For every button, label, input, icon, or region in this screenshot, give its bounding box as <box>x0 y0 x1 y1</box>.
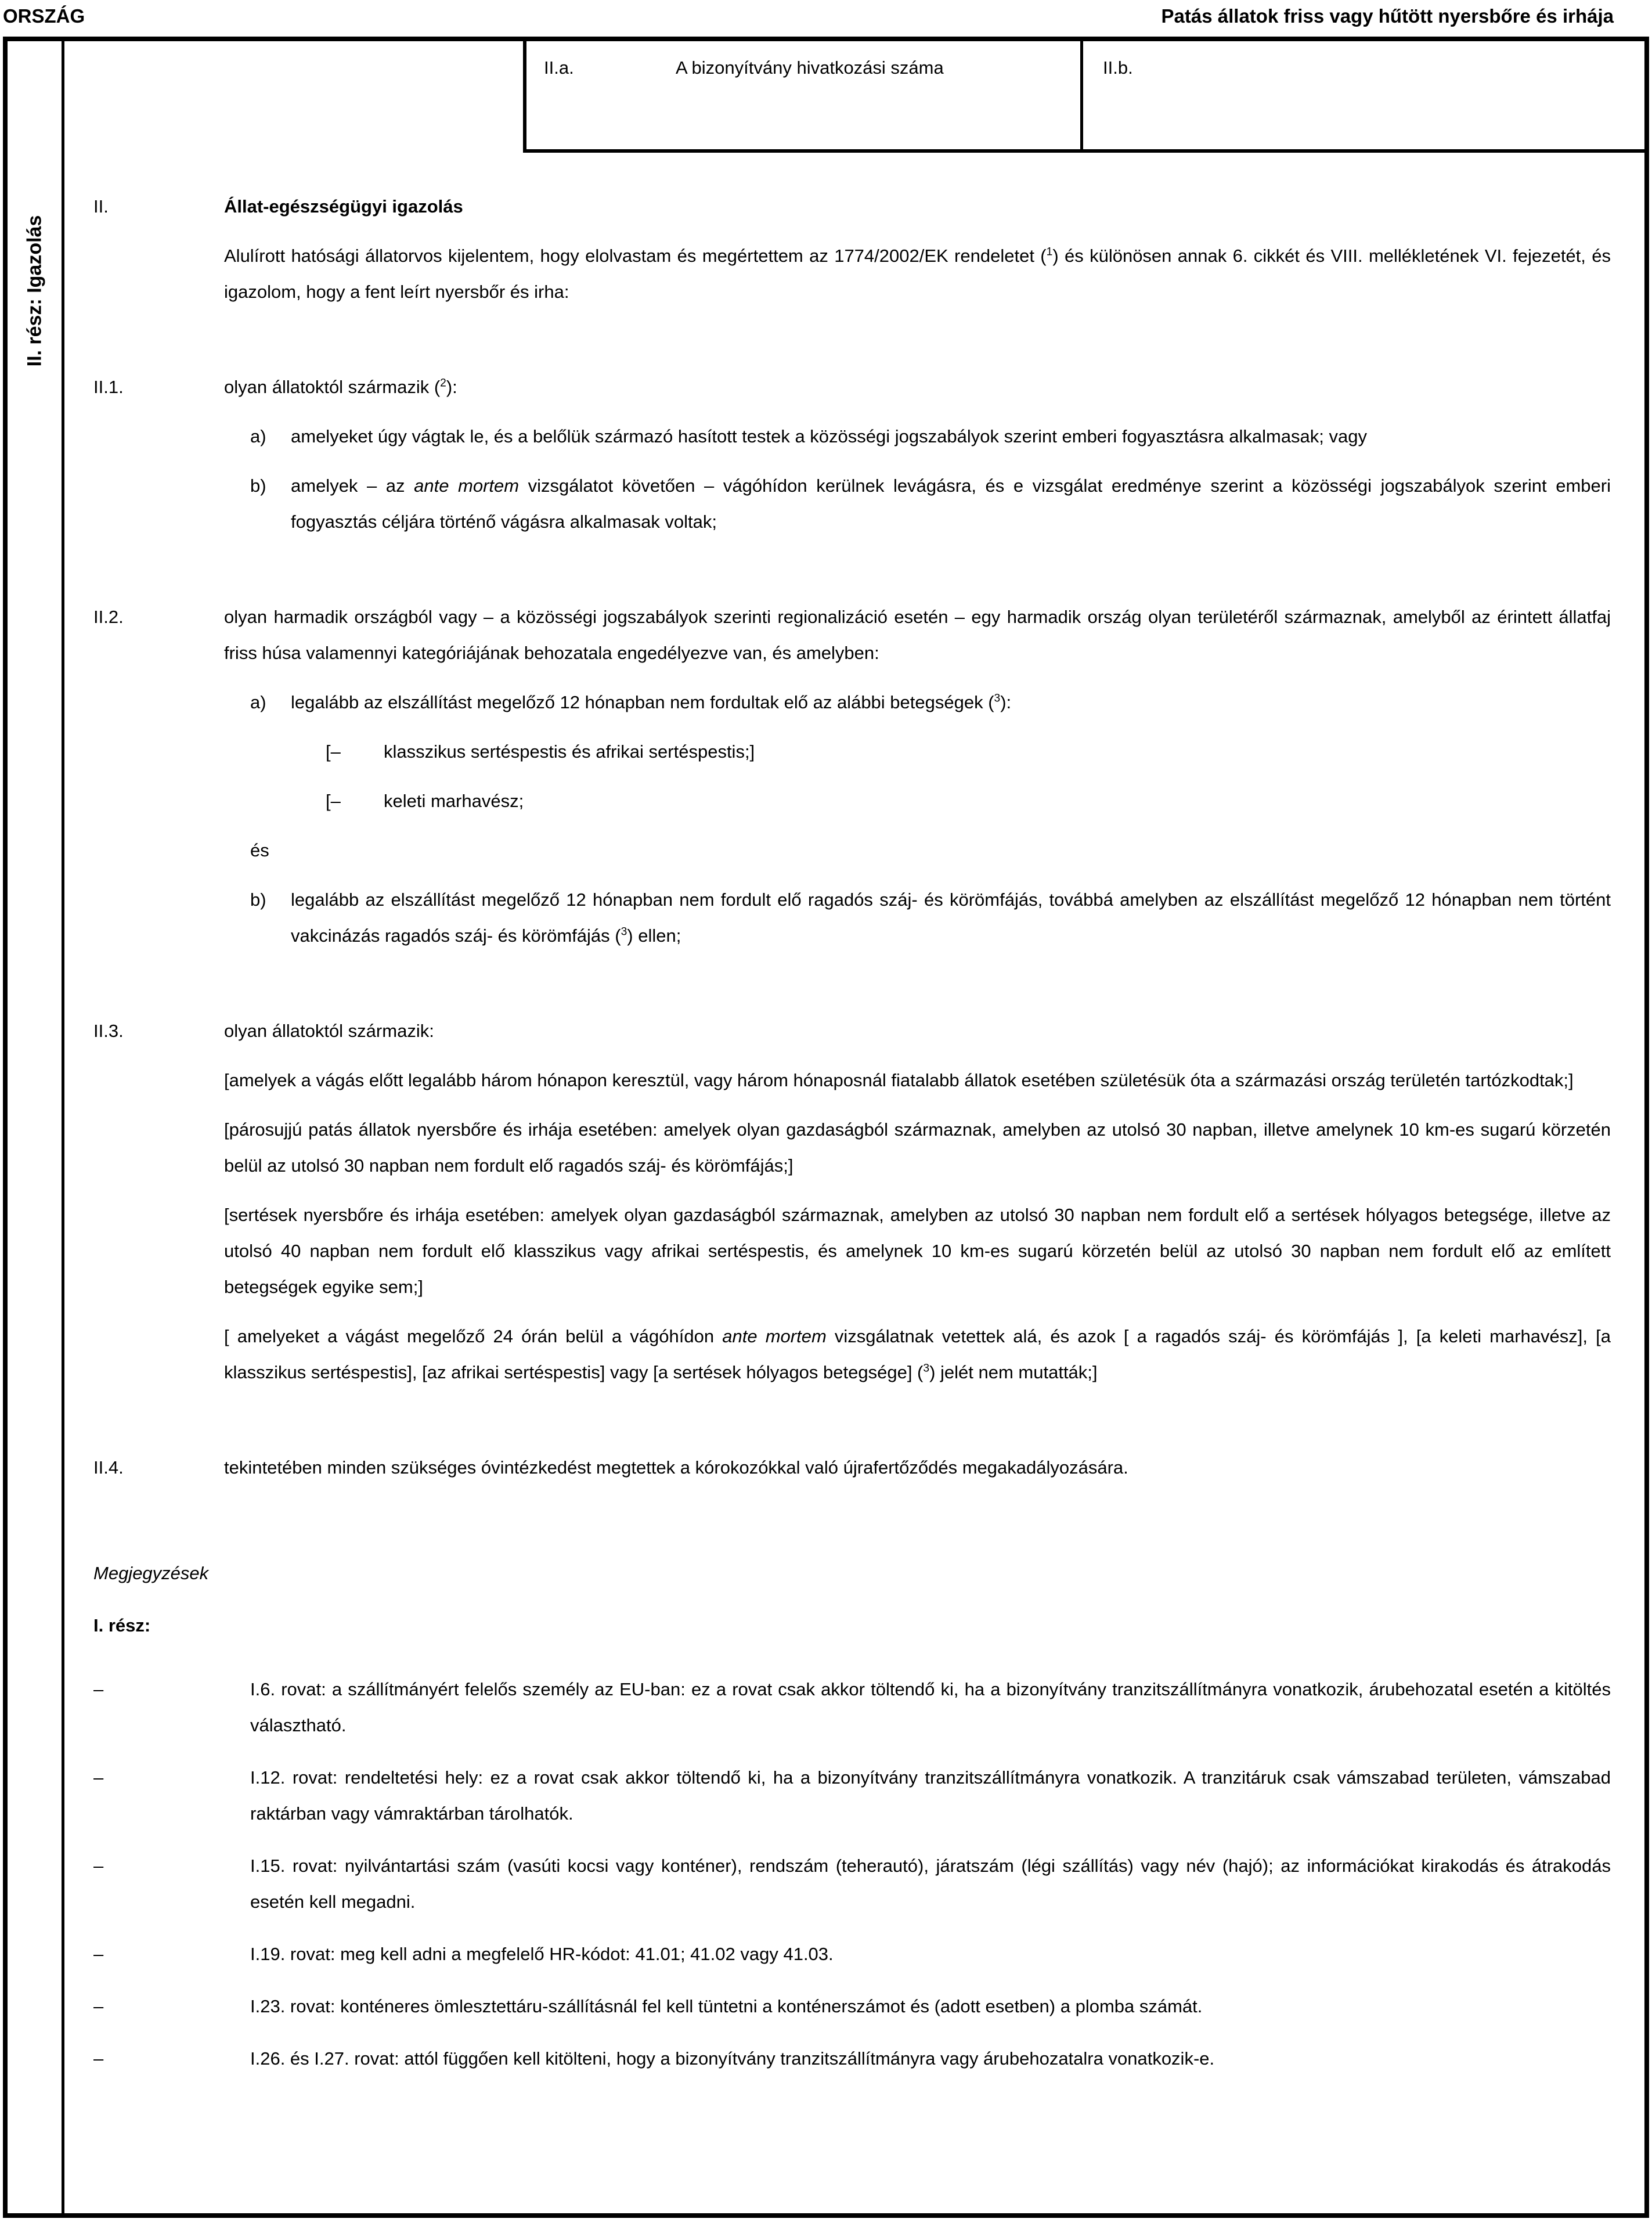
section-ii2-label: II.2. <box>93 607 124 627</box>
note-i12 <box>93 1760 1611 1832</box>
note-dash: – <box>93 1856 104 1876</box>
attestation-intro <box>93 238 1611 310</box>
disease-item-2-text: keleti marhavész; <box>384 791 524 811</box>
section-ii4-label: II.4. <box>93 1457 124 1478</box>
certificate-main <box>64 41 1644 2213</box>
note-i19 <box>93 1936 1611 1972</box>
notes-part1-heading: I. rész: <box>93 1615 151 1636</box>
disease-item-2-bullet: [– <box>326 791 341 811</box>
footnote-ref-2: 2 <box>440 377 446 390</box>
disease-item-2 <box>326 783 1611 819</box>
item-ii2-b-text: legalább az elszállítást megelőző 12 hónapban nem fordult elő ragadós száj- és körömfájás, továbbá amelyben az elszállítást megelőző 12 hónapban nem történt vakcinázás ragadós száj- és körömfájás ($^3$) ellen; <box>291 889 1611 946</box>
note-i26-i27 <box>93 2041 1611 2077</box>
section-ii-heading <box>93 189 1611 225</box>
section-ii2-title: olyan harmadik országból vagy – a közösségi jogszabályok szerinti regionalizáció esetén – egy harmadik ország olyan területéről származnak, amelyből az érintett állatfaj friss húsa valamennyi kategóriájának behozatala engedélyezve van, és amelyben: <box>224 607 1611 663</box>
item-ii2-a <box>250 685 1611 721</box>
note-i15-text: I.15. rovat: nyilvántartási szám (vasúti kocsi vagy konténer), rendszám (teherautó), járatszám (légi szállítás) vagy név (hajó); az információkat kirakodás és átrakodás esetén kell megadni. <box>250 1856 1611 1912</box>
item-ii1-a-text: amelyeket úgy vágtak le, és a belőlük származó hasított testek a közösségi jogszabályok szerint emberi fogyasztásra alkalmasak; vagy <box>291 426 1368 446</box>
note-dash: – <box>93 1996 104 2016</box>
footnote-ref-3: 3 <box>994 692 1001 705</box>
section-ii3 <box>93 1013 1611 1391</box>
item-ii2-a-text: legalább az elszállítást megelőző 12 hónapban nem fordultak elő az alábbi betegségek ($^3$): <box>291 692 1012 712</box>
note-i12-text: I.12. rovat: rendeltetési hely: ez a rovat csak akkor töltendő ki, ha a bizonyítvány tranzitszállítmányra vonatkozik. A tranzitáruk csak vámszabad területen, vámszabad raktárban vagy vámraktárban tárolhatók. <box>250 1767 1611 1824</box>
item-ii1-b-text: amelyek – az ante mortem vizsgálatot követően – vágóhídon kerülnek levágásra, és e vizsgálat eredménye szerint a közösségi jogszabályok szerint emberi fogyasztás céljára történő vágásra alkalmasak voltak; <box>291 476 1611 532</box>
note-i6 <box>93 1672 1611 1744</box>
country-label: ORSZÁG <box>3 5 85 27</box>
section-ii3-title: olyan állatoktól származik: <box>224 1021 434 1041</box>
notes-heading: Megjegyzések <box>93 1563 209 1583</box>
disease-item-1-bullet: [– <box>326 741 341 762</box>
note-i23-text: I.23. rovat: konténeres ömlesztettáru-szállításnál fel kell tüntetni a konténerszámot és (adott esetben) a plomba számát. <box>250 1996 1203 2016</box>
disease-item-1 <box>326 734 1611 770</box>
page-title: Patás állatok friss vagy hűtött nyersbőre és irhája <box>1161 5 1614 27</box>
section-ii1 <box>93 369 1611 540</box>
disease-item-1-text: klasszikus sertéspestis és afrikai sertéspestis;] <box>384 741 755 762</box>
local-reference-cell <box>1080 41 1644 153</box>
connector-es: és <box>250 840 269 860</box>
ante-mortem-italic-2: ante mortem <box>722 1326 827 1346</box>
section-ii3-paragraph-2: [párosujjú patás állatok nyersbőre és irhája esetében: amelyek olyan gazdaságból származnak, amelyben az utolsó 30 napban, illetve amelynek 10 km-es sugarú körzetén belül az utolsó 30 napban nem fordult elő ragadós száj- és körömfájás;] <box>224 1119 1611 1176</box>
item-ii1-a <box>250 419 1611 455</box>
section-ii3-paragraph-4: [ amelyeket a vágást megelőző 24 órán belül a vágóhídon ante mortem vizsgálatnak vetettek alá, és azok [ a ragadós száj- és körömfájás ], [a keleti marhavész], [a klasszikus sertéspestis], [az afrikai sertéspestis] vagy [a sertések hólyagos betegsége] ($^3$) jelét nem mutatták;] <box>224 1326 1611 1382</box>
item-ii2-a-label: a) <box>250 692 266 712</box>
item-ii2-b-label: b) <box>250 889 266 910</box>
certificate-reference-cell <box>523 41 1080 153</box>
note-i26-i27-text: I.26. és I.27. rovat: attól függően kell kitölteni, hogy a bizonyítvány tranzitszállítmányra vagy árubehozatalra vonatkozik-e. <box>250 2048 1215 2069</box>
note-i15 <box>93 1848 1611 1920</box>
item-ii1-b <box>250 468 1611 540</box>
section-ii3-paragraph-1: [amelyek a vágás előtt legalább három hónapon keresztül, vagy három hónaposnál fiatalabb állatok esetében születésük óta a származási ország területén tartózkodtak;] <box>224 1070 1574 1090</box>
item-ii1-b-label: b) <box>250 476 266 496</box>
section-ii1-title: olyan állatoktól származik ($^2$): <box>224 377 457 397</box>
footnote-ref-3c: 3 <box>923 1362 930 1375</box>
iia-caption: A bizonyítvány hivatkozási száma <box>675 57 944 78</box>
item-ii1-a-label: a) <box>250 426 266 446</box>
section-ii2 <box>93 599 1611 954</box>
note-dash: – <box>93 1679 104 1699</box>
footnote-ref-3b: 3 <box>621 925 627 938</box>
item-ii2-b <box>250 882 1611 954</box>
note-dash: – <box>93 2048 104 2069</box>
section-ii4-text: tekintetében minden szükséges óvintézkedést megtettek a kórokozókkal való újrafertőződés megakadályozására. <box>224 1457 1128 1478</box>
attestation-content <box>64 153 1644 2213</box>
attestation-intro-text: Alulírott hatósági állatorvos kijelentem, hogy elolvastam és megértettem az 1774/2002/EK rendeletet ($^1$) és különösen annak 6. cikkét és VIII. mellékletének VI. fejezetét, és igazolom, hogy a fent leírt nyersbőr és irha: <box>224 246 1611 302</box>
section-ii1-label: II.1. <box>93 377 124 397</box>
note-i6-text: I.6. rovat: a szállítmányért felelős személy az EU-ban: ez a rovat csak akkor töltendő ki, ha a bizonyítvány tranzitszállítmányra vonatkozik, árubehozatal esetén a kitöltés választható. <box>250 1679 1611 1735</box>
section-ii3-label: II.3. <box>93 1021 124 1041</box>
footnote-ref-1: 1 <box>1046 246 1053 258</box>
certificate-frame <box>3 37 1649 2218</box>
note-i19-text: I.19. rovat: meg kell adni a megfelelő HR-kódot: 41.01; 41.02 vagy 41.03. <box>250 1944 834 1964</box>
sidebar-label: II. rész: Igazolás <box>23 215 45 367</box>
section-ii4 <box>93 1450 1611 1486</box>
section-ii-label: II. <box>93 196 109 217</box>
reference-row-spacer <box>64 41 523 153</box>
part2-sidebar <box>8 41 64 2213</box>
reference-row <box>64 41 1644 153</box>
section-ii-title: Állat-egészségügyi igazolás <box>224 196 463 217</box>
ante-mortem-italic: ante mortem <box>414 476 520 496</box>
iib-label: II.b. <box>1103 57 1133 78</box>
note-dash: – <box>93 1767 104 1788</box>
iia-label: II.a. <box>544 57 574 78</box>
page-header <box>3 5 1614 28</box>
note-i23 <box>93 1989 1611 2025</box>
note-dash: – <box>93 1944 104 1964</box>
section-ii3-paragraph-3: [sertések nyersbőre és irhája esetében: amelyek olyan gazdaságból származnak, amelyben az utolsó 30 napban nem fordult elő a sertések hólyagos betegsége, illetve az utolsó 40 napban nem fordult elő klasszikus vagy afrikai sertéspestis, és amelynek 10 km-es sugarú körzetén belül az utolsó 30 napban nem fordult elő az említett betegségek egyike sem;] <box>224 1205 1611 1297</box>
